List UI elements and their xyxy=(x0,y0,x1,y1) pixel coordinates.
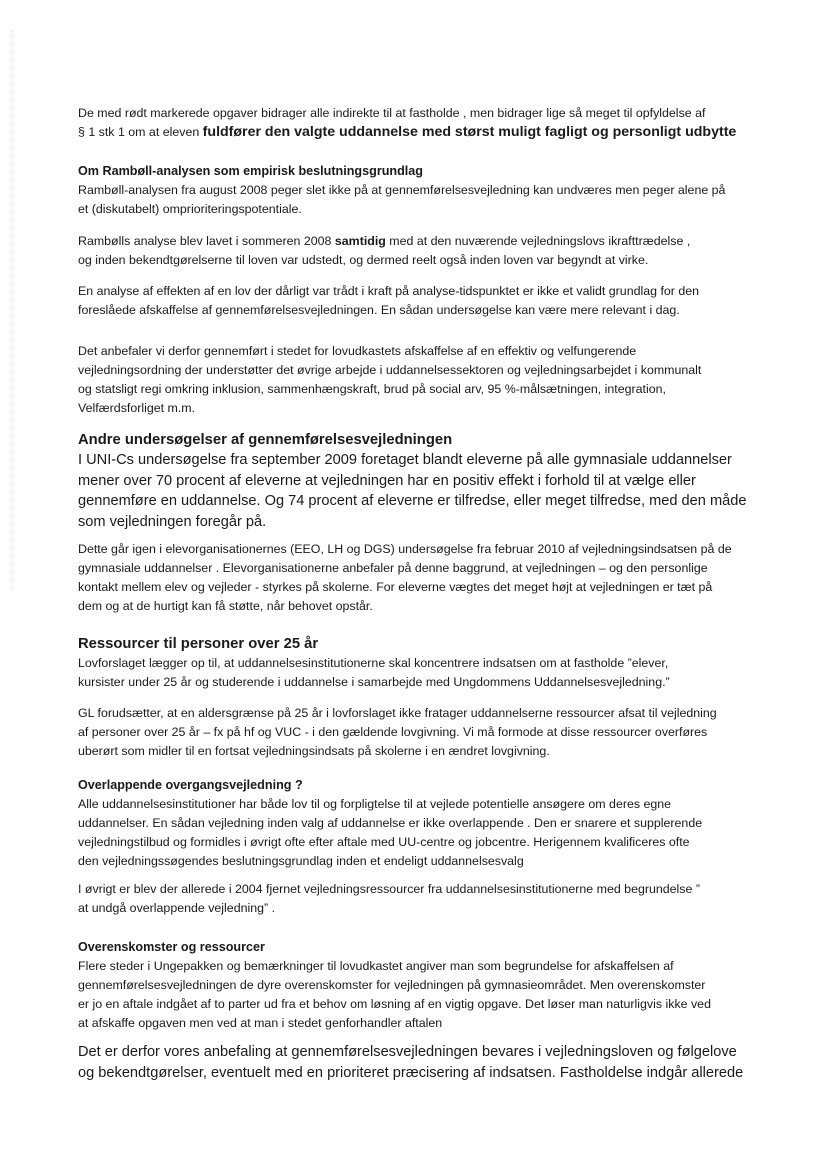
text-line: og inden bekendtgørelserne til loven var udstedt, og dermed reelt også inden loven var begyndt at virke. xyxy=(78,253,649,267)
paragraph-analysis-timing xyxy=(78,232,783,270)
paragraph-gl-assumption xyxy=(78,704,783,761)
text-line: at undgå overlappende vejledning” . xyxy=(78,901,276,915)
section-heading: Overenskomster og ressourcer xyxy=(78,940,265,954)
paragraph-student-organisations xyxy=(78,540,783,616)
text-run: med at den nuværende vejledningslovs ikrafttrædelse , xyxy=(385,234,691,248)
text-line: af personer over 25 år – fx på hf og VUC - i den gældende lovgivning. Vi må formode at disse ressourcer overføres xyxy=(78,725,708,739)
paragraph-recommendation xyxy=(78,342,783,418)
text-line: foreslåede afskaffelse af gennemførelsesvejledningen. En sådan undersøgelse kan være mere relevant i dag. xyxy=(78,303,680,317)
text-line: den vejledningssøgendes beslutningsgrundlag inden et endeligt uddannelsesvalg xyxy=(78,854,524,868)
text-line: dem og at de hurtigt kan få støtte, når behovet opstår. xyxy=(78,599,373,613)
text-line: Dette går igen i elevorganisationernes (EEO, LH og DGS) undersøgelse fra februar 2010 af vejledningsindsatsen på de xyxy=(78,542,732,556)
section-agreements xyxy=(78,938,783,1033)
text-line: gennemførelsesvejledningen de dyre overenskomster for vejledningen på gymnasieområdet. Men overenskomster xyxy=(78,978,706,992)
text-line xyxy=(78,232,783,251)
section-rambøll xyxy=(78,162,783,219)
text-line: uddannelser. En sådan vejledning inden valg af uddannelse er ikke overlappende . Den er snarere et supplerende xyxy=(78,816,703,830)
paragraph xyxy=(78,181,783,219)
paragraph xyxy=(78,450,783,532)
text-line: vejledningsordning der understøtter det øvrige arbejde i uddannelsessektoren og vejledningsarbejdet i kommunalt xyxy=(78,363,702,377)
intro-line-1: De med rødt markerede opgaver bidrager alle indirekte til at fastholde , men bidrager lige så meget til opfyldelse af xyxy=(78,106,706,120)
text-line: I øvrigt er blev der allerede i 2004 fjernet vejledningsressourcer fra uddannelsesinstitutionerne med begrundelse ” xyxy=(78,882,700,896)
text-line: gymnasiale uddannelser . Elevorganisationerne anbefaler på denne baggrund, at vejledningen – og den personlige xyxy=(78,561,708,575)
text-line: uberørt som midler til en fortsat vejledningsindsats på skolerne i en ændret lovgivning. xyxy=(78,744,550,758)
paragraph-analysis-validity xyxy=(78,282,783,320)
intro-line-2-text: § 1 stk 1 om at eleven xyxy=(78,125,203,139)
text-line: er jo en aftale indgået af to parter ud fra et behov om løsning af en vigtig opgave. Det løser man naturligvis ikke ved xyxy=(78,997,711,1011)
text-line: og bekendtgørelser, eventuelt med en prioriteret præcisering af indsatsen. Fastholdelse indgår allerede xyxy=(78,1064,744,1081)
section-heading: Ressourcer til personer over 25 år xyxy=(78,636,319,652)
text-line: GL forudsætter, at en aldersgrænse på 25 år i lovforslaget ikke fratager uddannelserne ressourcer afsat til vejledning xyxy=(78,706,717,720)
section-heading: Om Rambøll-analysen som empirisk beslutningsgrundlag xyxy=(78,164,423,178)
text-line: I UNI-Cs undersøgelse fra september 2009 foretaget blandt eleverne på alle gymnasiale uddannelser xyxy=(78,452,732,468)
intro-paragraph xyxy=(78,104,783,142)
paragraph-final-recommendation xyxy=(78,1042,783,1083)
text-line: og statsligt regi omkring inklusion, sammenhængskraft, brud på social arv, 95 %-målsætningen, integration, xyxy=(78,382,666,396)
paragraph-2004-removal xyxy=(78,880,783,918)
text-line: gennemføre en uddannelse. Og 74 procent af eleverne er tilfredse, eller meget tilfredse, med den måde xyxy=(78,493,747,509)
text-line: Lovforslaget lægger op til, at uddannelsesinstitutionerne skal koncentrere indsatsen om at fastholde ”elever, xyxy=(78,656,669,670)
intro-line-2 xyxy=(78,123,783,142)
scan-margin-mark xyxy=(12,30,21,590)
text-line: som vejledningen foregår på. xyxy=(78,513,267,530)
section-heading: Andre undersøgelser af gennemførelsesvejledningen xyxy=(78,432,453,448)
text-line: Velfærdsforliget m.m. xyxy=(78,401,196,415)
section-overlapping xyxy=(78,776,783,871)
text-line: Rambøll-analysen fra august 2008 peger slet ikke på at gennemførelsesvejledning kan undværes men peger alene på xyxy=(78,183,726,197)
paragraph xyxy=(78,957,783,1033)
text-line: Flere steder i Ungepakken og bemærkninger til lovudkastet angiver man som begrundelse for afskaffelsen af xyxy=(78,959,674,973)
section-over-25 xyxy=(78,634,783,692)
section-other-surveys xyxy=(78,430,783,532)
intro-emphasis: fuldfører den valgte uddannelse med størst muligt fagligt og personligt udbytte xyxy=(202,124,737,140)
text-line: et (diskutabelt) omprioriteringspotentiale. xyxy=(78,202,302,216)
text-line: mener over 70 procent af eleverne at vejledningen har en positiv effekt i forhold til at vælge eller xyxy=(78,472,696,489)
text-line: kontakt mellem elev og vejleder - styrkes på skolerne. For eleverne vægtes det meget højt at vejledningen er tæt på xyxy=(78,580,713,594)
text-line: Alle uddannelsesinstitutioner har både lov til og forpligtelse til at vejlede potentielle ansøgere om deres egne xyxy=(78,797,672,811)
section-heading: Overlappende overgangsvejledning ? xyxy=(78,778,303,792)
bold-word: samtidig xyxy=(334,234,386,248)
paragraph xyxy=(78,795,783,871)
paragraph xyxy=(78,654,783,692)
text-line: at afskaffe opgaven men ved at man i stedet genforhandler aftalen xyxy=(78,1016,443,1030)
text-line: Det anbefaler vi derfor gennemført i stedet for lovudkastets afskaffelse af en effektiv og velfungerende xyxy=(78,344,637,358)
text-line: vejledningstilbud og formidles i øvrigt ofte efter aftale med UU-centre og jobcentre. Herigennem kvalificeres ofte xyxy=(78,835,690,849)
text-run: Rambølls analyse blev lavet i sommeren 2008 xyxy=(78,234,335,248)
text-line: Det er derfor vores anbefaling at gennemførelsesvejledningen bevares i vejledningsloven og følgelove xyxy=(78,1044,737,1060)
text-line: En analyse af effekten af en lov der dårligt var trådt i kraft på analyse-tidspunktet er ikke et validt grundlag for den xyxy=(78,284,700,298)
text-line: kursister under 25 år og studerende i uddannelse i samarbejde med Ungdommens Uddannelsesvejledning.” xyxy=(78,675,670,689)
